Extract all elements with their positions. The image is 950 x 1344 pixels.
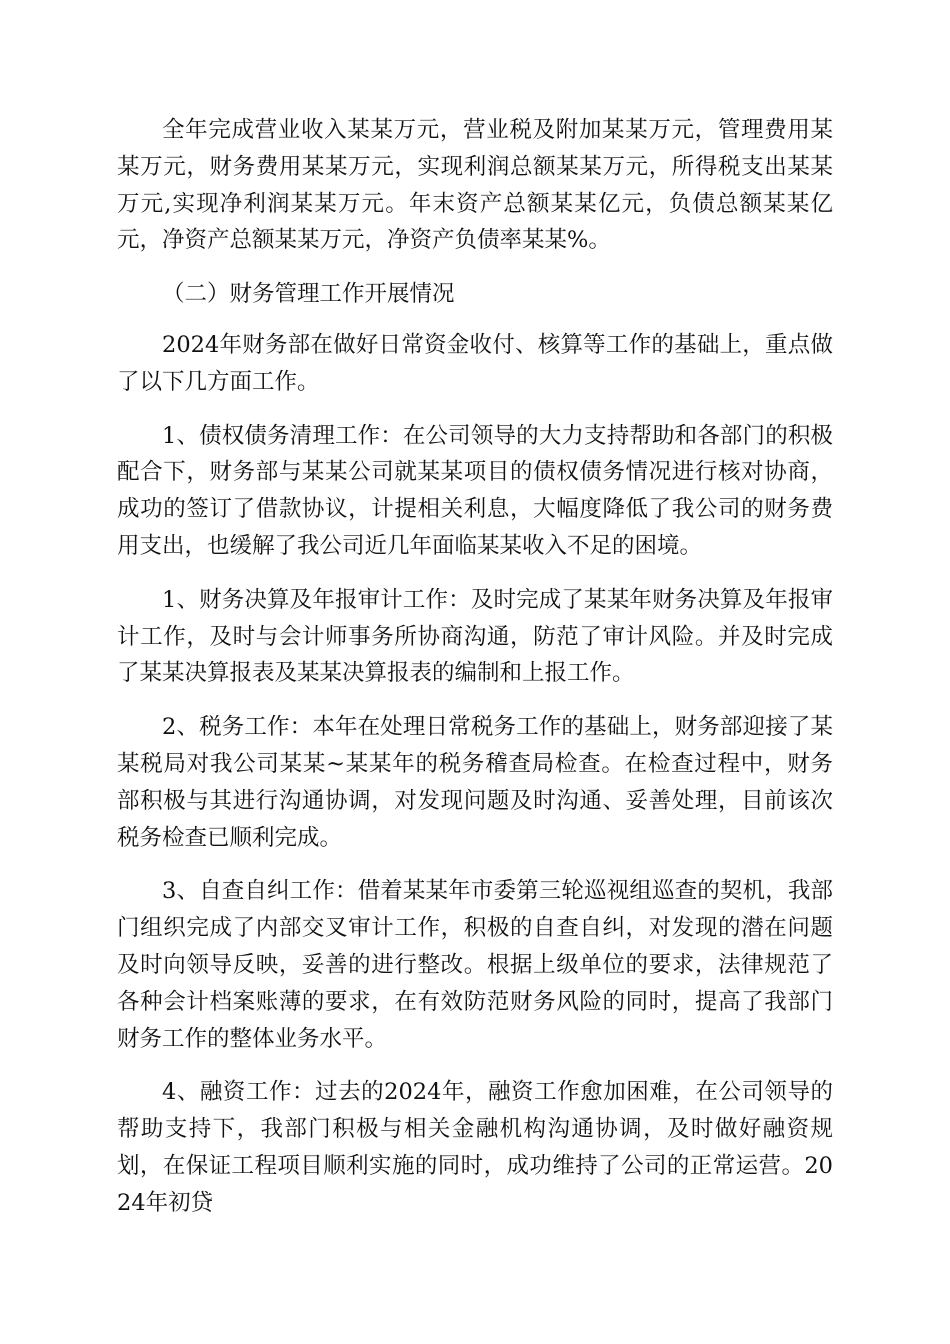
- paragraph-tax-work: 2、税务工作：本年在处理日常税务工作的基础上，财务部迎接了某某税局对我公司某某~某某年的税务稽查局检查。在检查过程中，财务部积极与其进行沟通协调，对发现问题及时沟通、妥善处理，目前该次税务检查已顺利完成。: [117, 714, 833, 851]
- paragraph-debt-clearing: 1、债权债务清理工作：在公司领导的大力支持帮助和各部门的积极配合下，财务部与某某公司就某某项目的债权债务情况进行核对协商，成功的签订了借款协议，计提相关利息，大幅度降低了我公司的财务费用支出，也缓解了我公司近几年面临某某收入不足的困境。: [117, 422, 833, 559]
- paragraph-self-inspection: 3、自查自纠工作：借着某某年市委第三轮巡视组巡查的契机，我部门组织完成了内部交叉审计工作，积极的自查自纠，对发现的潜在问题及时向领导反映，妥善的进行整改。根据上级单位的要求，法律规范了各种会计档案账薄的要求，在有效防范财务风险的同时，提高了我部门财务工作的整体业务水平。: [117, 878, 833, 1052]
- paragraph-intro: 2024年财务部在做好日常资金收付、核算等工作的基础上，重点做了以下几方面工作。: [117, 331, 833, 395]
- document-body: [117, 112, 833, 1239]
- section-heading-financial-management: （二）财务管理工作开展情况: [162, 281, 455, 308]
- paragraph-financial-summary: 全年完成营业收入某某万元，营业税及附加某某万元，管理费用某某万元，财务费用某某万元，实现利润总额某某万元，所得税支出某某万元,实现净利润某某万元。年末资产总额某某亿元，负债总额某某亿元，净资产总额某某万元，净资产负债率某某%。: [117, 117, 833, 254]
- paragraph-financing: 4、融资工作：过去的2024年，融资工作愈加困难，在公司领导的帮助支持下，我部门积极与相关金融机构沟通协调，及时做好融资规划，在保证工程项目顺利实施的同时，成功维持了公司的正常运营。2024年初贷: [117, 1079, 833, 1216]
- paragraph-final-accounts-audit: 1、财务决算及年报审计工作：及时完成了某某年财务决算及年报审计工作，及时与会计师事务所协商沟通，防范了审计风险。并及时完成了某某决算报表及某某决算报表的编制和上报工作。: [117, 586, 833, 687]
